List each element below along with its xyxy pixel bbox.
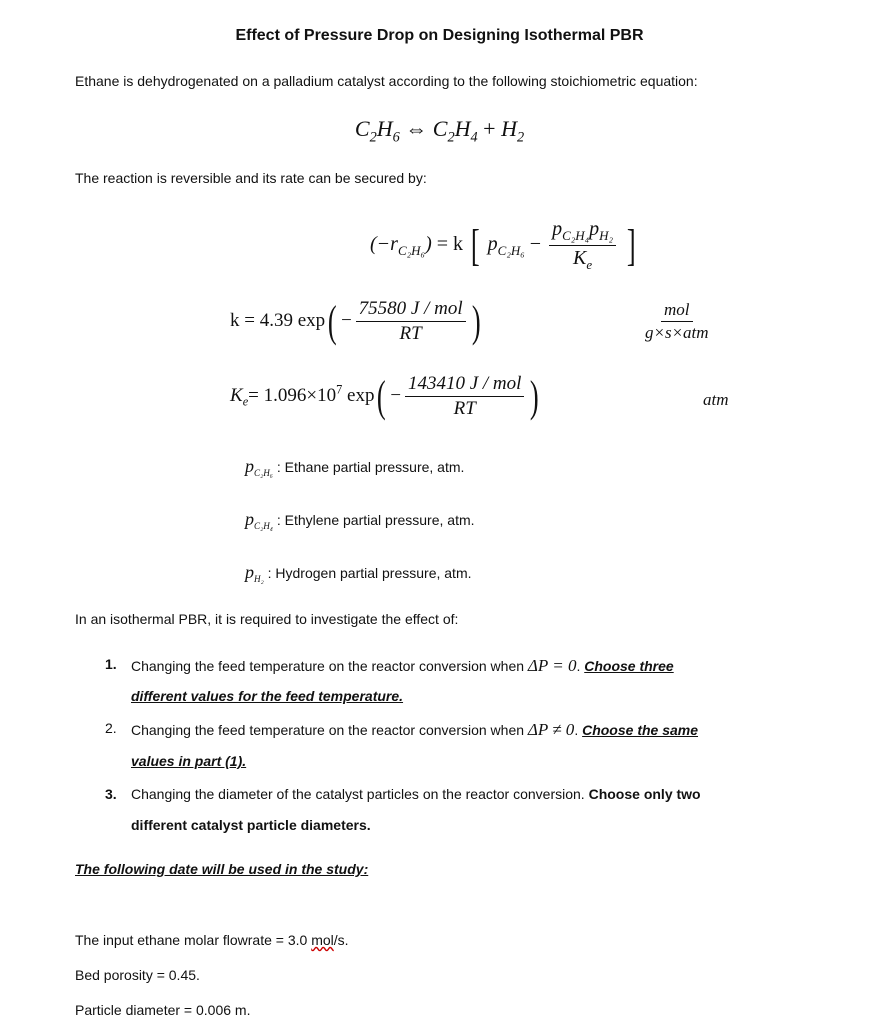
list-number: 2. [105,720,117,736]
list-item-emphasis: values in part (1). [131,753,247,769]
list-item: Changing the feed temperature on the reactor conversion when ΔP = 0. Choose three [131,656,674,675]
definition-ethane: $p_{C_2H_6}$ : Ethane partial pressure, atm. [245,456,465,478]
ke-units: atm [703,390,729,409]
list-number: 3. [105,786,117,802]
data-flowrate: The input ethane molar flowrate = 3.0 mol/s. [75,932,349,948]
k-equation: k = 4.39 exp( − $\frac{\text{75580 J / mol}}{RT}$ ) [230,296,481,346]
rate-equation: $(-r_{C_2H_6}) = k$ [ $p_{C_2H_6}$ − $\frac{p_{C_2H_4}p_{H_2}}{K_e}$ ] [370,218,636,272]
ke-equation: $K_e= 1.096\times 10^7$ exp( − $\frac{\text{143410 J / mol}}{RT}$ ) [230,371,540,421]
rate-intro: The reaction is reversible and its rate can be secured by: [75,170,427,186]
list-item: Changing the diameter of the catalyst particles on the reactor conversion. Choose only two [131,786,701,802]
stoichiometric-equation: $C_2H_6$ ⇔ $C_2H_4 + H_2$ [354,116,525,146]
investigate-text: In an isothermal PBR, it is required to investigate the effect of: [75,611,459,627]
definition-hydrogen: $p_{H_2}$ : Hydrogen partial pressure, atm. [245,562,472,584]
data-porosity: Bed porosity = 0.45. [75,967,200,983]
page-title: Effect of Pressure Drop on Designing Isothermal PBR [235,27,644,44]
list-number: 1. [105,656,117,672]
definition-ethylene: $p_{C_2H_4}$ : Ethylene partial pressure, atm. [245,509,475,531]
intro-text: Ethane is dehydrogenated on a palladium catalyst according to the following stoichiometric equation: [75,73,698,89]
list-item: Changing the feed temperature on the reactor conversion when ΔP ≠ 0. Choose the same [131,720,699,739]
data-heading: The following date will be used in the study: [75,861,369,877]
k-units: mol g×s×atm [645,300,709,342]
list-item-emphasis: different catalyst particle diameters. [131,817,371,833]
list-item-emphasis: different values for the feed temperature. [131,688,404,704]
data-particle-diameter: Particle diameter = 0.006 m. [75,1002,251,1018]
